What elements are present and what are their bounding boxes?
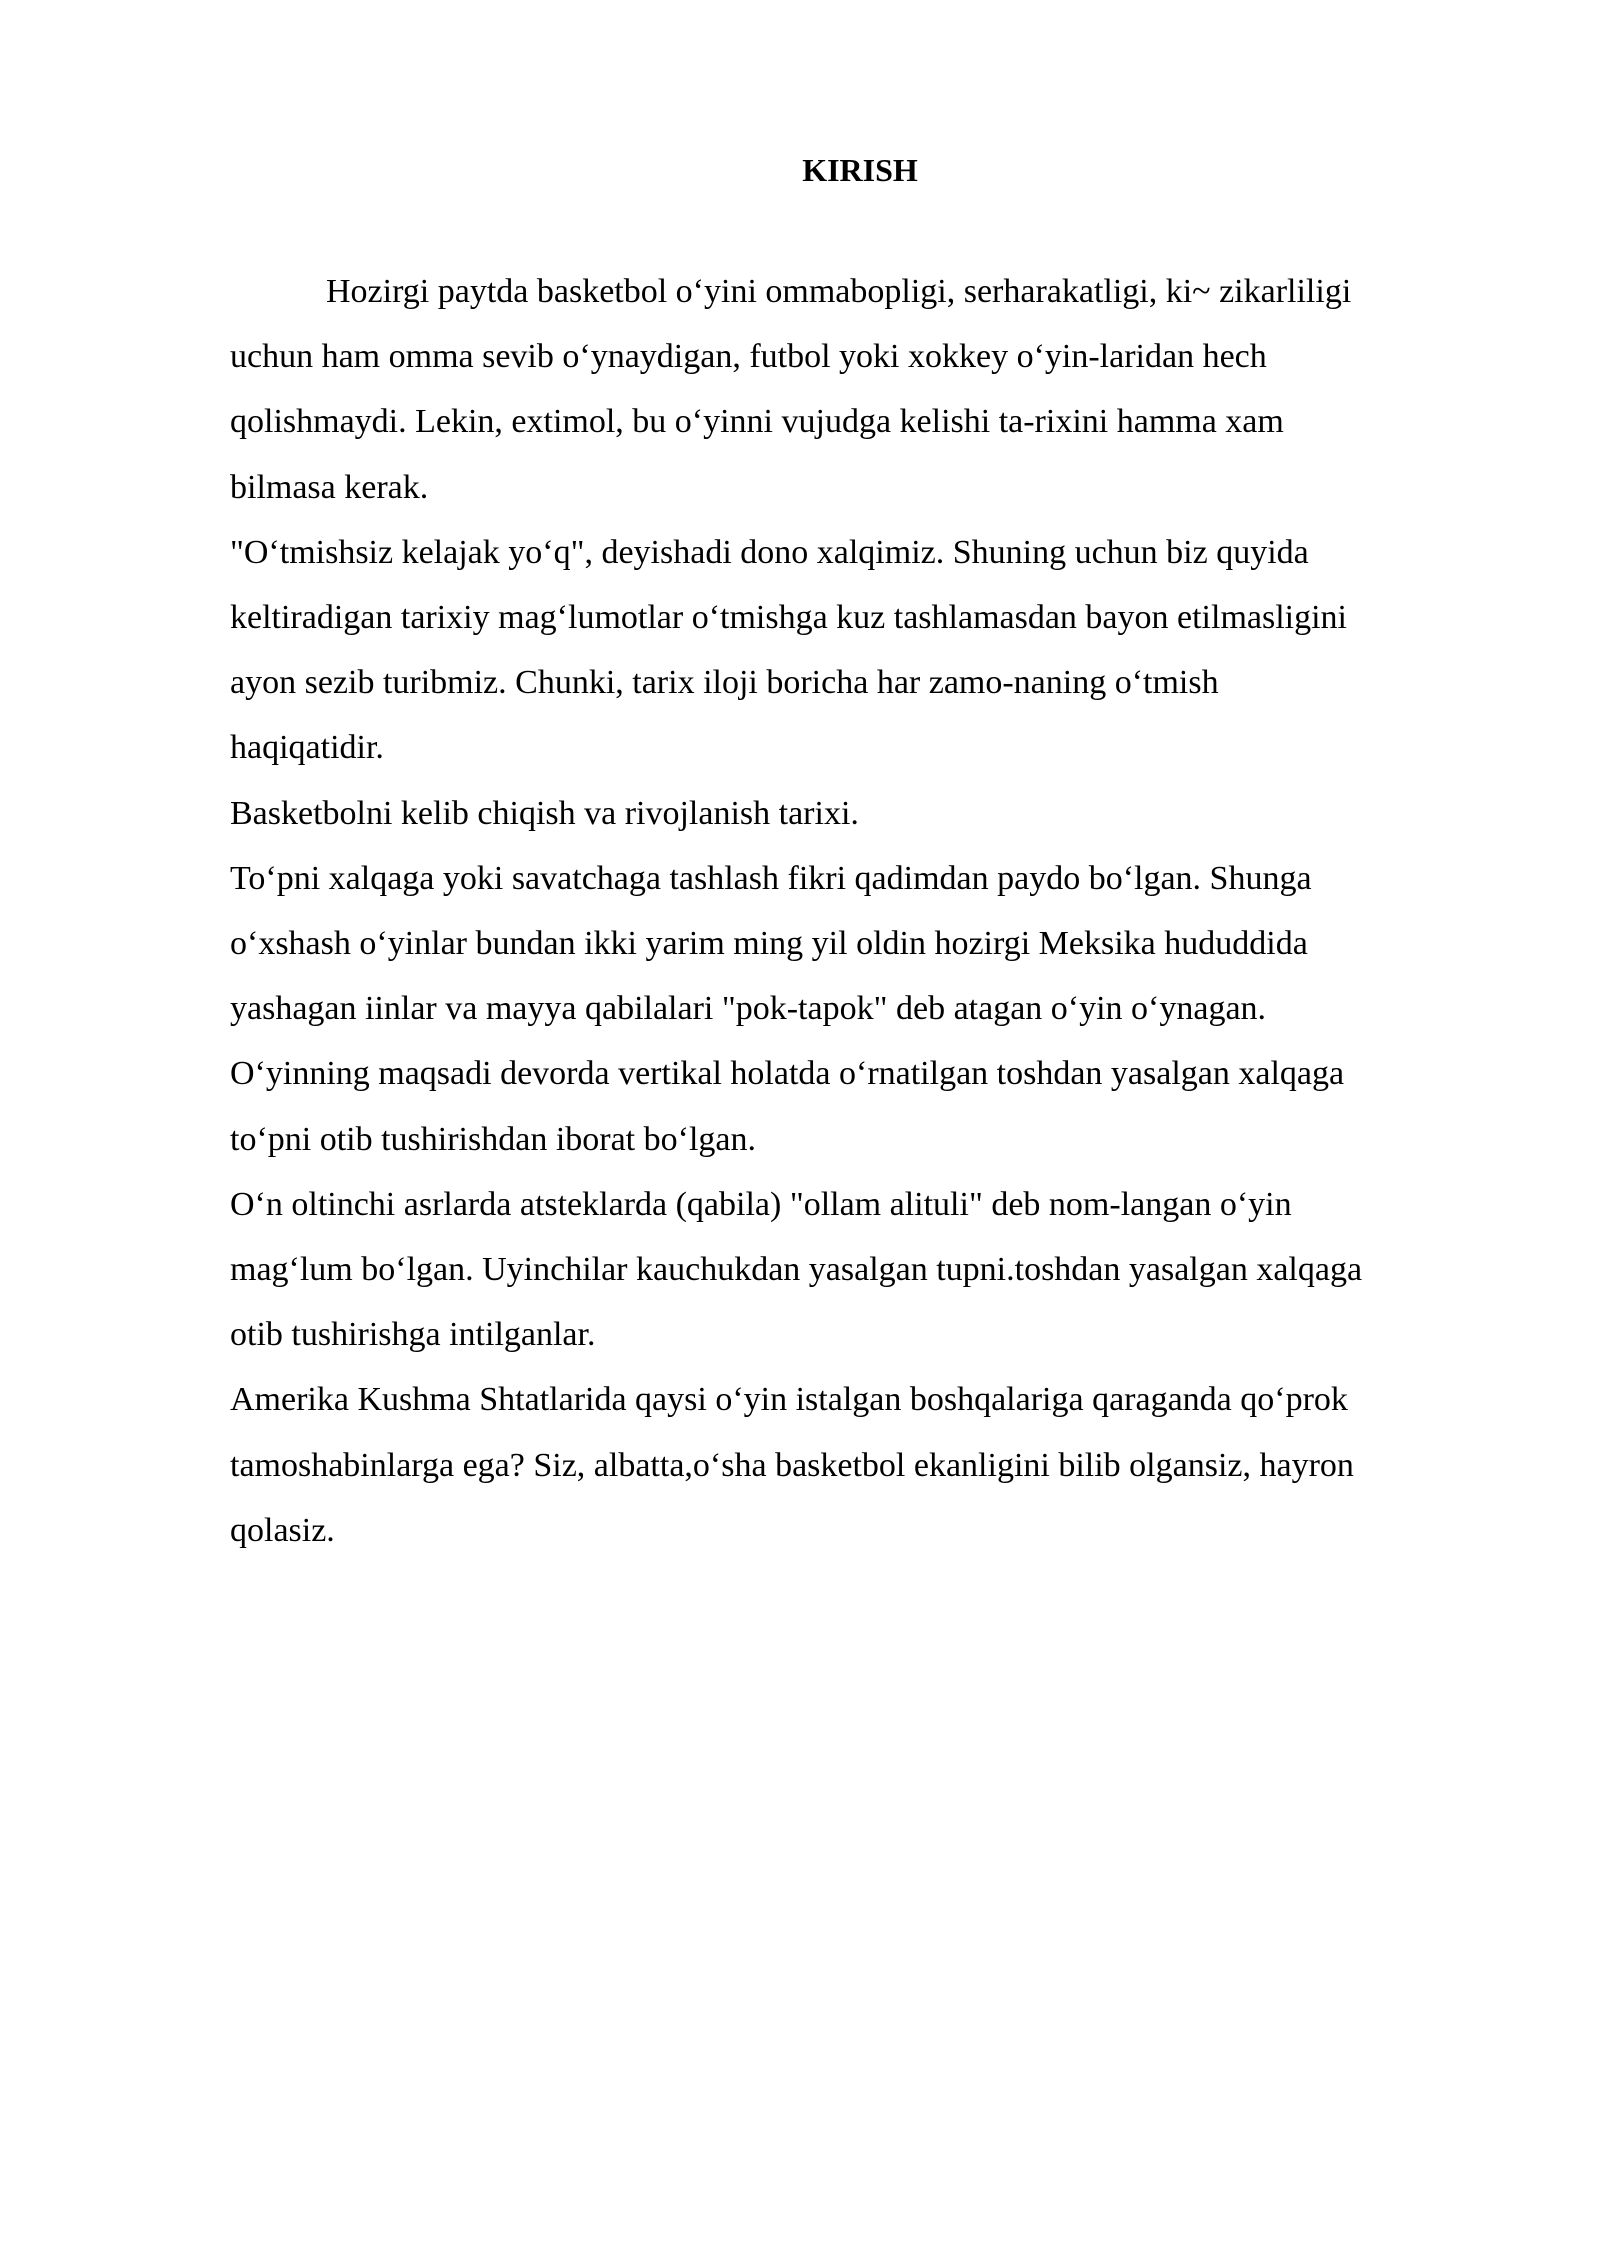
- document-heading: KIRISH: [802, 152, 918, 188]
- text-line: O‘yinning maqsadi devorda vertikal holatda o‘rnatilgan toshdan yasalgan xalqaga: [230, 1055, 1345, 1093]
- text-line: haqiqatidir.: [230, 729, 384, 767]
- text-line: bilmasa kerak.: [230, 468, 429, 506]
- document-body: [230, 259, 1520, 1563]
- text-line: o‘xshash o‘yinlar bundan ikki yarim ming yil oldin hozirgi Meksika hududdida: [230, 925, 1308, 963]
- text-line: qolishmaydi. Lekin, extimol, bu o‘yinni vujudga kelishi ta-rixini hamma xam: [230, 403, 1284, 441]
- text-line: to‘pni otib tushirishdan iborat bo‘lgan.: [230, 1120, 756, 1158]
- paragraph-intro: [230, 259, 1520, 520]
- text-line: mag‘lum bo‘lgan. Uyinchilar kauchukdan yasalgan tupni.toshdan yasalgan xalqaga: [230, 1251, 1363, 1289]
- text-line: Basketbolni kelib chiqish va rivojlanish tarixi.: [230, 794, 859, 832]
- text-line: To‘pni xalqaga yoki savatchaga tashlash fikri qadimdan paydo bo‘lgan. Shunga: [230, 859, 1312, 897]
- paragraph-game-goal: [230, 1041, 1520, 1171]
- text-line: yashagan iinlar va mayya qabilalari "pok-tapok" deb atagan o‘yin o‘ynagan.: [230, 990, 1267, 1028]
- text-line: Hozirgi paytda basketbol o‘yini ommabopligi, serharakatligi, ki~ zikarliligi: [326, 273, 1352, 310]
- text-line: ayon sezib turibmiz. Chunki, tarix iloji boricha har zamo-naning o‘tmish: [230, 664, 1219, 702]
- paragraph-usa: [230, 1367, 1520, 1563]
- paragraph-ball-history: [230, 846, 1520, 1042]
- text-line: qolasiz.: [230, 1511, 335, 1549]
- text-line: uchun ham omma sevib o‘ynaydigan, futbol yoki xokkey o‘yin-laridan hech: [230, 338, 1267, 376]
- text-line: tamoshabinlarga ega? Siz, albatta,o‘sha basketbol ekanligini bilib olgansiz, hayron: [230, 1446, 1354, 1484]
- paragraph-aztecs: [230, 1172, 1520, 1368]
- paragraph-proverb: [230, 520, 1520, 781]
- text-line: keltiradigan tarixiy mag‘lumotlar o‘tmishga kuz tashlamasdan bayon etilmasligini: [230, 599, 1348, 637]
- text-line: O‘n oltinchi asrlarda atsteklarda (qabila) "ollam alituli" deb nom-langan o‘yin: [230, 1185, 1292, 1223]
- text-line: Amerika Kushma Shtatlarida qaysi o‘yin istalgan boshqalariga qaraganda qo‘prok: [230, 1381, 1348, 1419]
- paragraph-subheading: [230, 781, 1520, 846]
- text-line: "O‘tmishsiz kelajak yo‘q", deyishadi dono xalqimiz. Shuning uchun biz quyida: [230, 533, 1309, 571]
- text-line: otib tushirishga intilganlar.: [230, 1316, 596, 1354]
